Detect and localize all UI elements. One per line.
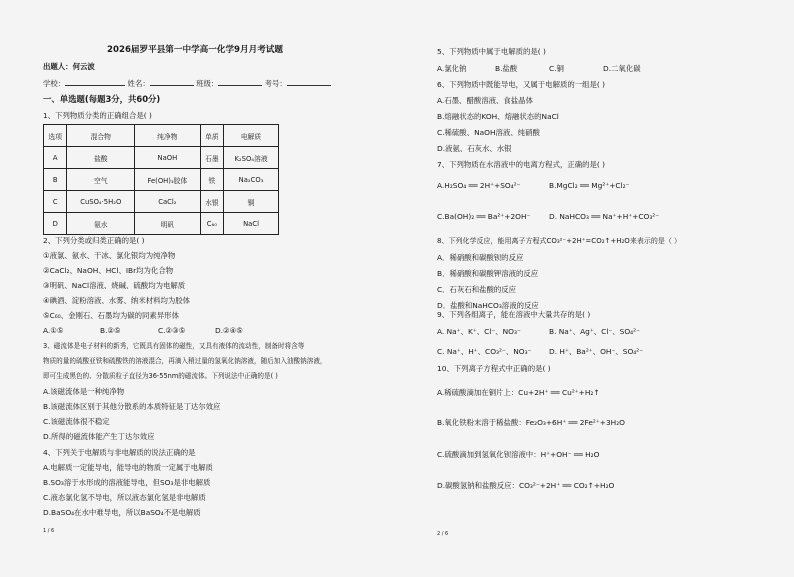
table-cell: Na₂CO₃ xyxy=(224,169,279,191)
q6-stem: 6、下列物质中既能导电，又属于电解质的一组是( ) xyxy=(437,80,606,89)
q7-stem: 7、下列物质在水溶液中的电离方程式，正确的是( ) xyxy=(437,160,606,169)
table-cell: NaOH xyxy=(135,147,201,169)
q8-option-c[interactable]: C．石灰石和盐酸的反应 xyxy=(437,285,517,294)
table-header-row xyxy=(44,125,279,147)
q8-stem: 8、下列化学反应，能用离子方程式CO₃²⁻+2H⁺=CO₂↑+H₂O来表示的是（ ） xyxy=(437,237,682,245)
table-cell: C xyxy=(44,191,67,213)
q3-option-c[interactable]: C.该磁流体很不稳定 xyxy=(43,417,110,426)
student-info-row xyxy=(43,78,331,88)
class-field[interactable] xyxy=(218,78,262,86)
table-row xyxy=(44,147,279,169)
q7-option-b[interactable]: B.MgCl₂ ══ Mg²⁺+Cl₂⁻ xyxy=(549,181,630,190)
section-heading: 一、单选题(每题3分，共60分) xyxy=(43,94,161,104)
table-cell: 铁 xyxy=(200,169,223,191)
table-row xyxy=(44,169,279,191)
table-cell: A xyxy=(44,147,67,169)
q7-option-d[interactable]: D. NaHCO₃ ══ Na⁺+H⁺+CO₃²⁻ xyxy=(549,212,660,221)
q9-option-c[interactable]: C. Na⁺、H⁺、CO₃²⁻、NO₃⁻ xyxy=(437,347,532,356)
table-header: 纯净物 xyxy=(135,125,201,147)
q3-option-d[interactable]: D.所得的磁流体能产生丁达尔效应 xyxy=(43,432,155,441)
number-field[interactable] xyxy=(287,78,331,86)
right-page xyxy=(397,0,794,577)
school-label: 学校： xyxy=(43,79,66,88)
table-cell: C₆₀ xyxy=(200,213,223,235)
table-row xyxy=(44,191,279,213)
name-label: 姓名： xyxy=(127,79,150,88)
table-cell: K₂SO₄溶液 xyxy=(224,147,279,169)
q10-option-c[interactable]: C.硫酸滴加到氢氧化钡溶液中：H⁺+OH⁻ ══ H₂O xyxy=(437,450,600,459)
q3-stem-line: 物质的量的硫酸亚铁和硫酸铁的溶液混合，再滴入稍过量的氢氧化钠溶液，随后加入油酸钠溶液， xyxy=(43,357,327,365)
page-number: 1 / 6 xyxy=(43,528,55,534)
q9-option-b[interactable]: B. Na⁺、Ag⁺、Cl⁻、SO₄²⁻ xyxy=(549,327,640,336)
q9-stem: 9、下列各组离子，能在溶液中大量共存的是( ) xyxy=(437,310,591,319)
q7-option-a[interactable]: A.H₂SO₄ ══ 2H⁺+SO₄²⁻ xyxy=(437,181,521,190)
table-cell: 明矾 xyxy=(135,213,201,235)
table-cell: D xyxy=(44,213,67,235)
table-cell: 氨水 xyxy=(67,213,135,235)
page-number: 2 / 6 xyxy=(437,531,449,537)
q3-option-a[interactable]: A.该磁流体是一种纯净物 xyxy=(43,387,125,396)
q5-option-d[interactable]: D.二氧化碳 xyxy=(603,64,641,73)
q5-option-b[interactable]: B.盐酸 xyxy=(495,64,518,73)
q5-stem: 5、下列物质中属于电解质的是( ) xyxy=(437,47,546,56)
q2-item: ③明矾、NaCl溶液、烧碱、硫酸均为电解质 xyxy=(43,281,186,290)
classification-table xyxy=(43,124,279,235)
q2-item: ①液氯、氨水、干冰、氯化银均为纯净物 xyxy=(43,251,176,260)
table-cell: 铜 xyxy=(224,191,279,213)
table-header: 单质 xyxy=(200,125,223,147)
q4-option-b[interactable]: B.SO₃溶于水形成的溶液能导电，但SO₃是非电解质 xyxy=(43,478,211,487)
q6-option-a[interactable]: A.石墨、醋酸溶液、食盐晶体 xyxy=(437,96,533,105)
q3-stem-line: 3、磁流体是电子材料的新秀，它既具有固体的磁性，又具有液体的流动性，制备时将含等 xyxy=(43,342,305,350)
q3-stem-line: 即可生成黑色的、分散质粒子直径为36-55nm的磁流体。下列说法中正确的是( ) xyxy=(43,372,278,380)
q2-stem: 2、下列分类或归类正确的是( ) xyxy=(43,236,145,245)
number-label: 考号： xyxy=(264,79,287,88)
table-cell: 水银 xyxy=(200,191,223,213)
q2-option-c[interactable]: C.②③⑤ xyxy=(158,326,186,335)
q7-option-c[interactable]: C.Ba(OH)₂ ══ Ba²⁺+2OH⁻ xyxy=(437,212,531,221)
q5-option-a[interactable]: A.氯化钠 xyxy=(437,64,467,73)
q10-option-d[interactable]: D.碳酸氢钠和盐酸反应：CO₃²⁻+2H⁺ ══ CO₂↑+H₂O xyxy=(437,481,615,490)
table-cell: CaCl₂ xyxy=(135,191,201,213)
name-field[interactable] xyxy=(150,78,194,86)
q2-item: ②CaCl₂、NaOH、HCl、IBr均为化合物 xyxy=(43,266,174,275)
q6-option-c[interactable]: C.稀硫酸、NaOH溶液、纯硝酸 xyxy=(437,128,540,137)
q3-option-b[interactable]: B.该磁流体区别于其他分散系的本质特征是丁达尔效应 xyxy=(43,402,221,411)
table-cell: B xyxy=(44,169,67,191)
table-cell: NaCl xyxy=(224,213,279,235)
q10-option-b[interactable]: B.氧化铁粉末溶于稀盐酸：Fe₂O₃+6H⁺ ══ 2Fe²⁺+3H₂O xyxy=(437,418,625,427)
q6-option-d[interactable]: D.液氨、石灰水、水银 xyxy=(437,144,512,153)
q8-option-b[interactable]: B．稀硝酸和碳酸钾溶液的反应 xyxy=(437,269,539,278)
table-cell: 空气 xyxy=(67,169,135,191)
q4-option-c[interactable]: C.液态氯化氢不导电，所以液态氯化氢是非电解质 xyxy=(43,493,206,502)
q8-option-a[interactable]: A．稀硝酸和碳酸钡的反应 xyxy=(437,253,524,262)
q4-option-a[interactable]: A.电解质一定能导电，能导电的物质一定属于电解质 xyxy=(43,463,213,472)
q4-stem: 4、下列关于电解质与非电解质的说法正确的是 xyxy=(43,448,196,457)
table-header: 混合物 xyxy=(67,125,135,147)
q2-option-b[interactable]: B.②⑤ xyxy=(100,326,121,335)
table-header: 选项 xyxy=(44,125,67,147)
table-row xyxy=(44,213,279,235)
table-header: 电解质 xyxy=(224,125,279,147)
q8-option-d[interactable]: D．盐酸和NaHCO₃溶液的反应 xyxy=(437,301,539,310)
q6-option-b[interactable]: B.熔融状态的KOH、熔融状态的NaCl xyxy=(437,112,559,121)
q9-option-a[interactable]: A. Na⁺、K⁺、Cl⁻、NO₃⁻ xyxy=(437,327,521,336)
q4-option-d[interactable]: D.BaSO₄在水中难导电，所以BaSO₄不是电解质 xyxy=(43,508,201,517)
q1-stem: 1、下列物质分类的正确组合是( ) xyxy=(43,111,152,120)
q2-option-a[interactable]: A.①⑤ xyxy=(43,326,64,335)
table-cell: 石墨 xyxy=(200,147,223,169)
q2-option-d[interactable]: D.②④⑤ xyxy=(215,326,243,335)
q5-option-c[interactable]: C.铜 xyxy=(549,64,564,73)
table-cell: 盐酸 xyxy=(67,147,135,169)
q9-option-d[interactable]: D. H⁺、Ba²⁺、OH⁻、SO₄²⁻ xyxy=(549,347,644,356)
table-cell: CuSO₄·5H₂O xyxy=(67,191,135,213)
table-cell: Fe(OH)₃胶体 xyxy=(135,169,201,191)
q10-stem: 10、下列离子方程式中正确的是( ) xyxy=(437,364,551,373)
author: 出题人：何云波 xyxy=(43,62,95,71)
q2-item: ⑤C₆₀、金刚石、石墨均为碳的同素异形体 xyxy=(43,311,179,320)
exam-title: 2026届罗平县第一中学高一化学9月月考试题 xyxy=(107,45,283,55)
q10-option-a[interactable]: A.稀硫酸滴加在铜片上：Cu+2H⁺ ══ Cu²⁺+H₂↑ xyxy=(437,388,600,397)
q2-item: ④碘酒、淀粉溶液、水雾、纳米材料均为胶体 xyxy=(43,296,191,305)
class-label: 班级： xyxy=(196,79,219,88)
school-field[interactable] xyxy=(65,78,125,86)
